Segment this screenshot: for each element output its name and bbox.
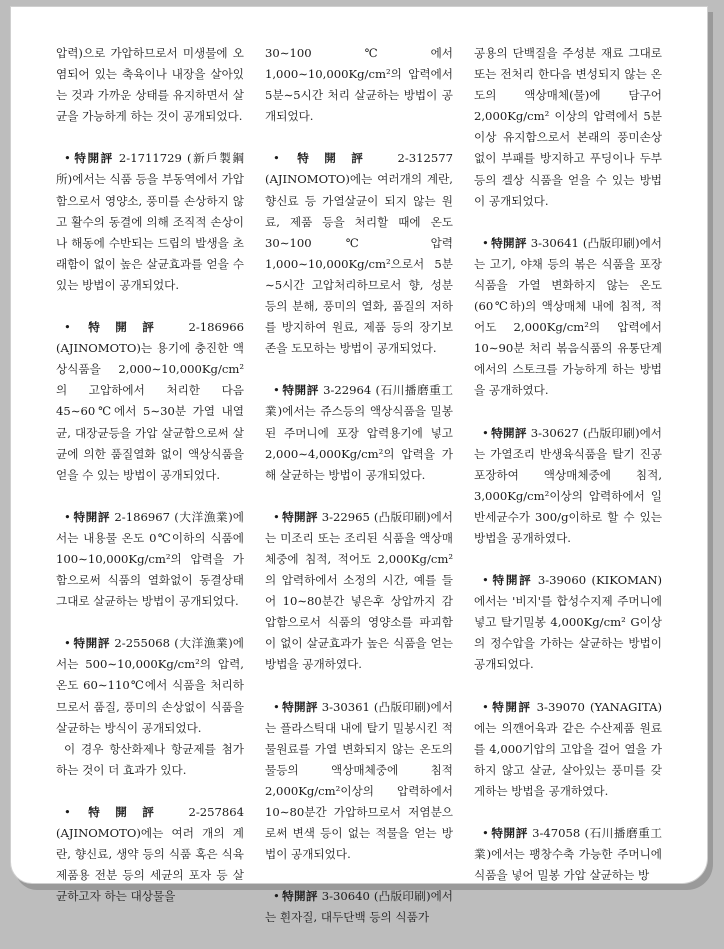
bullet-icon: • bbox=[482, 573, 489, 588]
patent-number: 2-255068 (大洋漁業) bbox=[114, 636, 233, 651]
text-column-right bbox=[474, 43, 662, 907]
patent-label: 特開評 bbox=[72, 320, 170, 335]
patent-description: 에서는 미조리 또는 조리된 식품을 액상매체중에 침적, 적어도 2,000Kg/cm²의 압력하에서 소정의 시간, 예를 들어 10∼80분간 넣은후 상압까지 감압함으로서 식품의 영양소를 파괴함이 없이 살균효과가 높은 식품을 얻는 방법을 공개하였다. bbox=[265, 509, 453, 672]
patent-number: 3-30361 (凸版印刷) bbox=[321, 699, 431, 714]
patent-label: 特開評 bbox=[281, 889, 318, 904]
patent-label: 特開評 bbox=[281, 383, 319, 398]
patent-number: 2-186966 (AJINOMOTO) bbox=[56, 320, 244, 356]
patent-number: 3-30627 (凸版印刷) bbox=[530, 425, 640, 440]
patent-label: 特開評 bbox=[281, 699, 318, 714]
paragraph-continuation bbox=[474, 43, 662, 212]
patent-number: 3-22964 (石川播磨重工業) bbox=[265, 383, 453, 419]
patent-entry bbox=[265, 697, 453, 866]
patent-label: 特開評 bbox=[72, 636, 111, 651]
patent-description: 에는 의깬어육과 같은 수산제품 원료를 4,000기압의 고압을 걸어 열을 가하지 않고 살균, 살아있는 풍미를 갖게하는 방법을 공개하였다. bbox=[474, 720, 662, 798]
patent-description: 에서는 쥬스등의 액상식품을 밀봉된 주머니에 포장 압력용기에 넣고 2,000∼4,000Kg/cm²의 압력을 가해 살균하는 방법이 공개되었다. bbox=[265, 404, 453, 482]
patent-description: 에서는 팽창수축 가능한 주머니에 식품을 넣어 밀봉 가압 살균하는 방 bbox=[474, 847, 662, 883]
patent-number: 2-1711729 (新戶製鋼所) bbox=[56, 151, 244, 187]
patent-label: 特開評 bbox=[490, 573, 533, 588]
patent-description: 는 용기에 충진한 액상식품을 2,000∼10,000Kg/cm² 의 고압하에서 처리한 다음 45∼60℃에서 5∼30분 가열 내열균, 대장균등을 가압 살균함으로써 살균에 의한 품질열화 없이 액상식품을 얻을 수 있는 방법이 공개되었다. bbox=[56, 341, 244, 482]
document-page bbox=[10, 6, 708, 925]
paragraph-text: 압력)으로 가압하므로서 미생물에 오염되어 있는 축육이나 내장을 살아있는 것과 가까운 상태를 유지하면서 살균을 가능하게 하는 것이 공개되었다. bbox=[56, 46, 244, 124]
patent-description: 에서는 흰자질, 대두단백 등의 식품가 bbox=[265, 889, 453, 925]
bullet-icon: • bbox=[273, 699, 280, 714]
bullet-icon: • bbox=[273, 383, 280, 398]
patent-label: 特開評 bbox=[281, 509, 318, 524]
patent-entry bbox=[56, 317, 244, 486]
patent-label: 特開評 bbox=[72, 151, 114, 166]
patent-entry bbox=[474, 570, 662, 675]
patent-description: 에는 여러개의 계란, 향신료 등 가열살균이 되지 않는 원료, 제품 등을 처리할 때에 온도 30∼100℃ 압력 1,000∼10,000Kg/cm²으로서 5분∼5시간 고압처리하므로서 향, 성분 등의 분해, 풍미의 열화, 품질의 저하를 방지하여 원료, 제품 등의 장기보존을 도모하는 방법이 공개되었다. bbox=[265, 172, 453, 356]
patent-entry bbox=[474, 697, 662, 802]
patent-label: 特開評 bbox=[490, 699, 532, 714]
patent-number: 2-186967 (大洋漁業) bbox=[114, 509, 233, 524]
patent-label: 特開評 bbox=[72, 509, 111, 524]
patent-number: 3-39070 (YANAGITA) bbox=[536, 699, 662, 714]
paragraph-text: 30∼100℃에서 1,000∼10,000Kg/cm²의 압력에서 5분∼5시간 처리 살균하는 방법이 공개되었다. bbox=[265, 46, 453, 124]
patent-entry bbox=[474, 423, 662, 550]
patent-entry bbox=[56, 148, 244, 296]
bullet-icon: • bbox=[273, 889, 280, 904]
patent-number: 3-39060 (KIKOMAN) bbox=[537, 573, 662, 588]
patent-description: 에는 여러 개의 계란, 향신료, 생약 등의 식품 혹은 식육제품용 전분 등의 세균의 포자 등 살균하고자 하는 대상물을 bbox=[56, 826, 244, 904]
text-column-left bbox=[56, 43, 244, 928]
patent-entry bbox=[265, 148, 453, 359]
patent-entry bbox=[56, 507, 244, 612]
patent-description: 에서는 500∼10,000Kg/cm²의 압력, 온도 60∼110℃에서 식품을 처리하므로서 품질, 풍미의 손상없이 식품을 살균하는 방식이 공개되었다. bbox=[56, 636, 244, 735]
patent-description: 에서는 '비지'를 합성수지제 주머니에 넣고 탈기밀봉 4,000Kg/cm² G이상의 정수압을 가하는 살균하는 방법이 공개되었다. bbox=[474, 594, 662, 672]
patent-description: 에서는 가열조리 반생육식품을 탈기 진공포장하여 액상매체중에 침적, 3,000Kg/cm²이상의 압력하에서 일반세균수가 300/g이하로 할 수 있는 방법을 공개하였다. bbox=[474, 425, 662, 545]
paragraph-note bbox=[56, 739, 244, 781]
patent-label: 特開評 bbox=[72, 804, 170, 819]
bullet-icon: • bbox=[64, 151, 71, 166]
bullet-icon: • bbox=[482, 235, 489, 250]
patent-entry bbox=[56, 633, 244, 738]
bullet-icon: • bbox=[64, 804, 71, 819]
patent-entry bbox=[56, 802, 244, 907]
patent-number: 3-22965 (凸版印刷) bbox=[321, 509, 431, 524]
paragraph-continuation bbox=[265, 43, 453, 127]
patent-description: 에서는 식품 등을 부동역에서 가압함으로서 영양소, 풍미를 손상하지 않고 활수의 동결에 의해 조직적 손상이나 해동에 수반되는 드립의 발생을 초래함이 없이 높은 살균효과를 얻을 수 있는 방법이 공개되었다. bbox=[56, 172, 244, 292]
bullet-icon: • bbox=[64, 636, 71, 651]
patent-entry bbox=[265, 380, 453, 485]
patent-description: 에서는 내용물 온도 0℃이하의 식품에 100∼10,000Kg/cm²의 압력을 가함으로써 식품의 열화없이 동결상태 그대로 살균하는 방법이 공개되었다. bbox=[56, 509, 244, 609]
patent-number: 2-257864 (AJINOMOTO) bbox=[56, 804, 244, 840]
paragraph-continuation bbox=[56, 43, 244, 127]
patent-number: 3-30641 (凸版印刷) bbox=[530, 235, 640, 250]
paragraph-text: 공용의 단백질을 주성분 재료 그대로 또는 전처리 한다음 변성되지 않는 온도의 액상매체(물)에 담구어 2,000Kg/cm² 이상의 압력에서 5분 이상 유지함으로서 본래의 풍미손상 없이 부패를 방지하고 푸딩이나 두부 등의 겔상 식품을 얻을 수 있는 방법이 공개되었다. bbox=[474, 46, 662, 208]
patent-entry bbox=[474, 233, 662, 402]
text-column-middle bbox=[265, 43, 453, 949]
bullet-icon: • bbox=[482, 699, 489, 714]
bullet-icon: • bbox=[273, 151, 280, 166]
bullet-icon: • bbox=[64, 509, 71, 524]
paragraph-text: 이 경우 항산화제나 항균제를 첨가하는 것이 더 효과가 있다. bbox=[56, 741, 244, 777]
patent-number: 3-30640 (凸版印刷) bbox=[321, 889, 431, 904]
bullet-icon: • bbox=[482, 826, 489, 840]
patent-entry bbox=[265, 507, 453, 676]
patent-label: 特開評 bbox=[490, 235, 527, 250]
patent-entry bbox=[474, 823, 662, 886]
bullet-icon: • bbox=[482, 425, 489, 440]
patent-description: 에서는 플라스틱대 내에 탈기 밀봉시킨 적물원료를 가열 변화되지 않는 온도의 물등의 액상매체중에 침적 2,000Kg/cm²이상의 압력하에서 10∼80분간 가압하므로서 저염분으로써 변색 등이 없는 적물을 얻는 방법이 공개되었다. bbox=[265, 699, 453, 862]
bullet-icon: • bbox=[273, 509, 280, 524]
patent-entry bbox=[265, 886, 453, 928]
patent-label: 特開評 bbox=[490, 425, 527, 440]
patent-label: 特開評 bbox=[490, 826, 528, 840]
patent-number: 2-312577 (AJINOMOTO) bbox=[265, 151, 453, 187]
patent-description: 에서는 고기, 야채 등의 볶은 식품을 포장 식품을 가열 변화하지 않는 온도(60℃하)의 액상매체 내에 침적, 적어도 2,000Kg/cm²의 압력에서 10∼90분 처리 볶음식품의 유통단계에서의 스토크를 가능하게 하는 방법을 공개하였다. bbox=[474, 235, 662, 398]
bullet-icon: • bbox=[64, 320, 71, 335]
patent-label: 特開評 bbox=[281, 151, 379, 166]
patent-number: 3-47058 (石川播磨重工業) bbox=[474, 826, 662, 862]
